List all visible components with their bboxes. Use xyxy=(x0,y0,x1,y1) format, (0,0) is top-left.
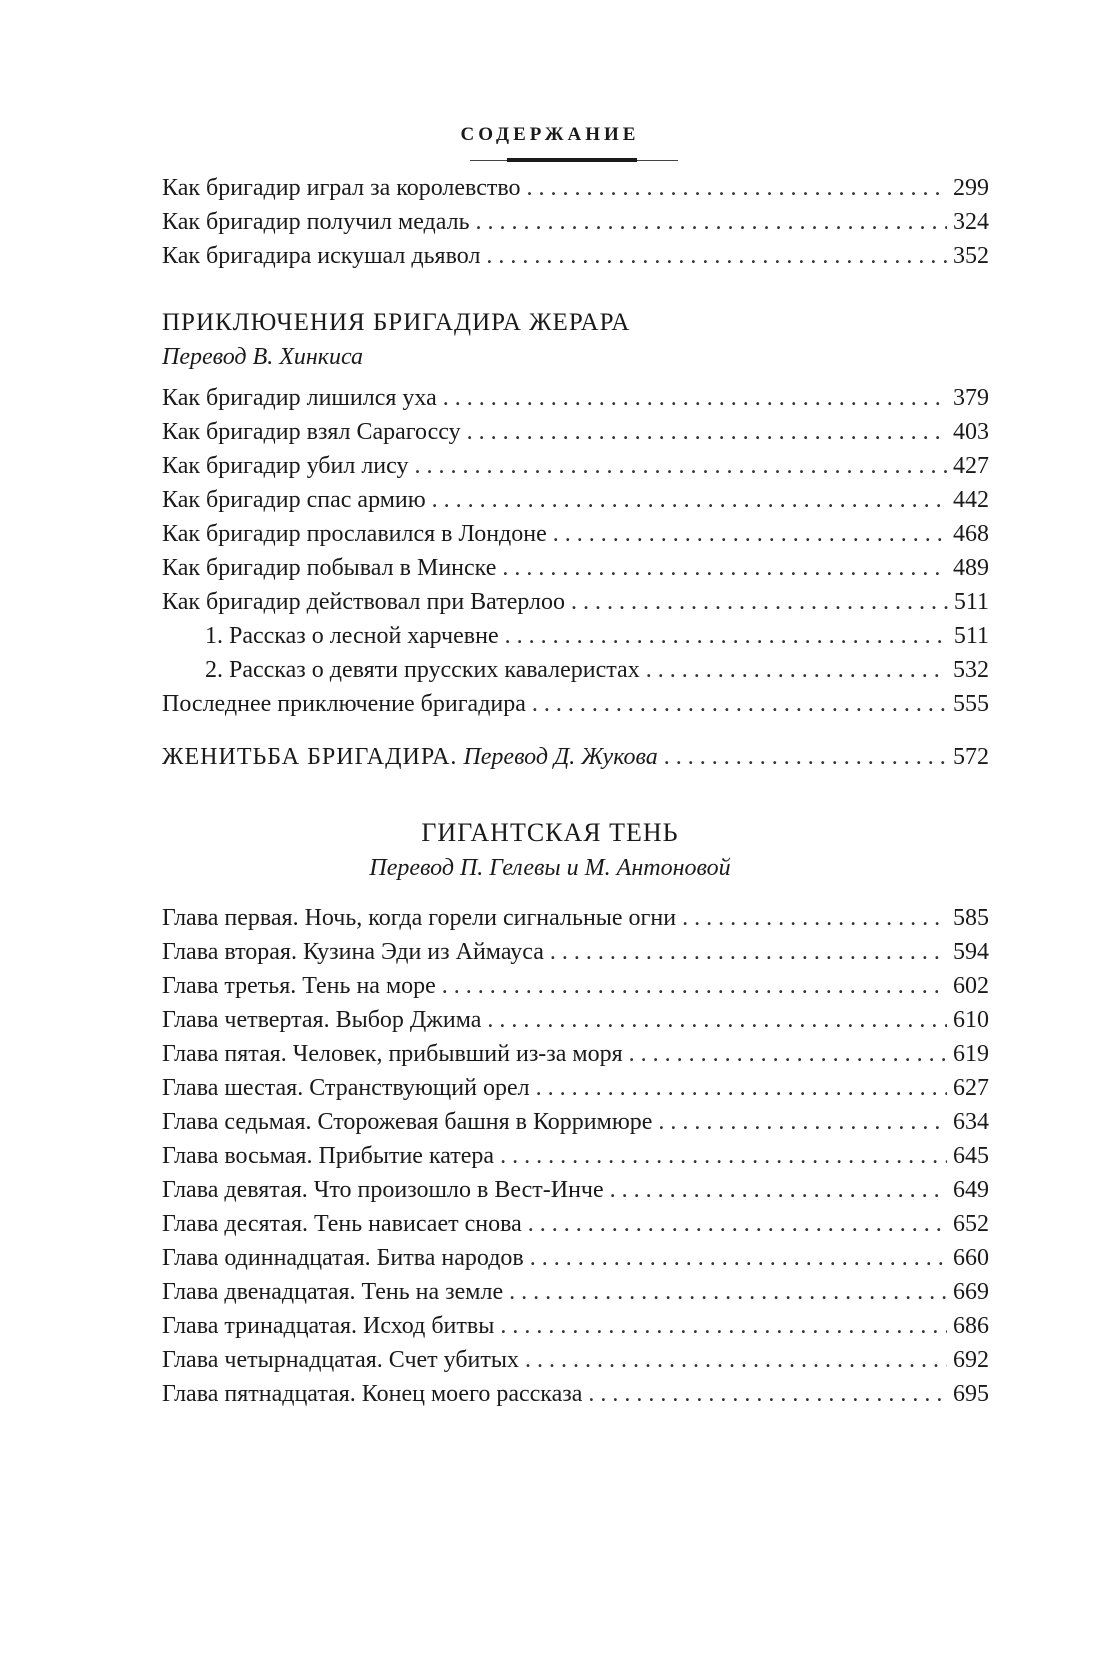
toc-entry-page: 379 xyxy=(953,385,989,411)
dot-leader xyxy=(610,1173,947,1207)
toc-entry[interactable] xyxy=(162,935,989,969)
toc-entry-page: 669 xyxy=(953,1279,989,1305)
toc-entry-page: 555 xyxy=(953,691,989,717)
toc-entry[interactable] xyxy=(162,1003,989,1037)
dot-leader xyxy=(536,1071,947,1105)
toc-entry-title: Как бригадир спас армию xyxy=(162,487,426,513)
toc-entry-marriage[interactable] xyxy=(162,740,989,774)
toc-entry-page: 594 xyxy=(953,939,989,965)
marriage-translator: Перевод Д. Жукова xyxy=(463,744,658,770)
toc-entry[interactable] xyxy=(162,1275,989,1309)
toc-entry[interactable] xyxy=(162,381,989,415)
toc-entry-page: 511 xyxy=(953,589,989,615)
dot-leader xyxy=(476,205,947,239)
toc-entry[interactable] xyxy=(162,901,989,935)
toc-entry-title: Как бригадир взял Сарагоссу xyxy=(162,419,461,445)
toc-entry-title: Глава девятая. Что произошло в Вест-Инче xyxy=(162,1177,604,1203)
toc-entry-title: Как бригадир лишился уха xyxy=(162,385,437,411)
toc-entry-title: Как бригадир играл за королевство xyxy=(162,175,521,201)
section-title-adventures: ПРИКЛЮЧЕНИЯ БРИГАДИРА ЖЕРАРА xyxy=(162,309,631,336)
toc-entry-title: Глава восьмая. Прибытие катера xyxy=(162,1143,495,1169)
dot-leader xyxy=(486,239,947,273)
toc-entry-title: Глава третья. Тень на море xyxy=(162,973,436,999)
toc-entry-page: 299 xyxy=(953,175,989,201)
toc-subentry[interactable] xyxy=(205,653,989,687)
toc-entry[interactable] xyxy=(162,415,989,449)
toc-entry-page: 649 xyxy=(953,1177,989,1203)
toc-entry-title: Глава пятая. Человек, прибывший из-за моря xyxy=(162,1041,623,1067)
toc-entry[interactable] xyxy=(162,1071,989,1105)
toc-entry-page: 511 xyxy=(953,623,989,649)
section-translator-adventures: Перевод В. Хинкиса xyxy=(162,344,364,370)
toc-entry-title: Глава первая. Ночь, когда горели сигнальные огни xyxy=(162,905,677,931)
toc-entry-page: 686 xyxy=(953,1313,989,1339)
toc-entry-title: Последнее приключение бригадира xyxy=(162,691,526,717)
toc-entry-page: 468 xyxy=(953,521,989,547)
toc-entry[interactable] xyxy=(162,205,989,239)
dot-leader xyxy=(553,517,947,551)
toc-entry-page: 627 xyxy=(953,1075,989,1101)
toc-entry[interactable] xyxy=(162,1173,989,1207)
dot-leader xyxy=(502,551,947,585)
toc-entry[interactable] xyxy=(162,585,989,619)
dot-leader xyxy=(432,483,947,517)
dot-leader xyxy=(500,1309,947,1343)
dot-leader xyxy=(443,381,947,415)
dot-leader xyxy=(414,449,947,483)
header-rule-thick xyxy=(507,158,637,162)
toc-entry[interactable] xyxy=(162,551,989,585)
toc-entry[interactable] xyxy=(162,483,989,517)
toc-entry[interactable] xyxy=(162,1037,989,1071)
dot-leader xyxy=(532,687,947,721)
toc-entry[interactable] xyxy=(162,517,989,551)
toc-entry-title: Как бригадир действовал при Ватерлоо xyxy=(162,589,566,615)
toc-entry-title: Глава тринадцатая. Исход битвы xyxy=(162,1313,495,1339)
toc-entry-title: Глава пятнадцатая. Конец моего рассказа xyxy=(162,1381,583,1407)
toc-entry[interactable] xyxy=(162,171,989,205)
toc-entry-title: Как бригадир убил лису xyxy=(162,453,409,479)
dot-leader xyxy=(571,585,948,619)
toc-subentry[interactable] xyxy=(205,619,989,653)
dot-leader xyxy=(629,1037,947,1071)
dot-leader xyxy=(505,619,948,653)
dot-leader xyxy=(525,1343,947,1377)
toc-entry-title: Глава шестая. Странствующий орел xyxy=(162,1075,530,1101)
toc-entry-page: 403 xyxy=(953,419,989,445)
dot-leader xyxy=(682,901,947,935)
toc-entry-page: 585 xyxy=(953,905,989,931)
toc-entry-title: Глава седьмая. Сторожевая башня в Корримюре xyxy=(162,1109,653,1135)
toc-entry-title: Глава десятая. Тень нависает снова xyxy=(162,1211,522,1237)
toc-entry[interactable] xyxy=(162,449,989,483)
toc-entry-title: Глава четвертая. Выбор Джима xyxy=(162,1007,482,1033)
toc-entry-title: Глава одиннадцатая. Битва народов xyxy=(162,1245,524,1271)
toc-entry-page: 645 xyxy=(953,1143,989,1169)
toc-entry[interactable] xyxy=(162,969,989,1003)
dot-leader xyxy=(664,740,947,774)
dot-leader xyxy=(528,1207,947,1241)
marriage-title: ЖЕНИТЬБА БРИГАДИРА. xyxy=(162,744,458,770)
toc-entry-title: Глава вторая. Кузина Эди из Аймауса xyxy=(162,939,544,965)
dot-leader xyxy=(588,1377,947,1411)
toc-entry-title xyxy=(162,740,658,774)
toc-entry-title: Глава двенадцатая. Тень на земле xyxy=(162,1279,504,1305)
toc-entry[interactable] xyxy=(162,1343,989,1377)
dot-leader xyxy=(509,1275,947,1309)
toc-entry-title: Как бригадир побывал в Минске xyxy=(162,555,497,581)
toc-entry-page: 352 xyxy=(953,243,989,269)
toc-entry-title: 2. Рассказ о девяти прусских кавалеристах xyxy=(205,657,640,683)
dot-leader xyxy=(646,653,947,687)
dot-leader xyxy=(487,1003,947,1037)
toc-entry[interactable] xyxy=(162,1241,989,1275)
toc-entry-page: 489 xyxy=(953,555,989,581)
toc-entry[interactable] xyxy=(162,1139,989,1173)
toc-entry-page: 532 xyxy=(953,657,989,683)
dot-leader xyxy=(550,935,947,969)
toc-entry-title: Как бригадир получил медаль xyxy=(162,209,470,235)
running-header: СОДЕРЖАНИЕ xyxy=(460,124,640,145)
toc-entry-page: 634 xyxy=(953,1109,989,1135)
toc-entry-page: 427 xyxy=(953,453,989,479)
dot-leader xyxy=(658,1105,947,1139)
section-title-shadow: ГИГАНТСКАЯ ТЕНЬ xyxy=(421,818,679,847)
toc-entry-page: 324 xyxy=(953,209,989,235)
dot-leader xyxy=(467,415,947,449)
dot-leader xyxy=(527,171,947,205)
toc-entry[interactable] xyxy=(162,239,989,273)
toc-entry-page: 602 xyxy=(953,973,989,999)
toc-entry-page: 692 xyxy=(953,1347,989,1373)
toc-entry[interactable] xyxy=(162,687,989,721)
toc-entry-title: Как бригадира искушал дьявол xyxy=(162,243,481,269)
toc-entry-title: Глава четырнадцатая. Счет убитых xyxy=(162,1347,520,1373)
toc-entry[interactable] xyxy=(162,1105,989,1139)
toc-entry-title: Как бригадир прославился в Лондоне xyxy=(162,521,547,547)
section-translator-shadow: Перевод П. Гелевы и М. Антоновой xyxy=(369,855,731,881)
dot-leader xyxy=(530,1241,947,1275)
toc-entry-page: 652 xyxy=(953,1211,989,1237)
toc-entry-page: 610 xyxy=(953,1007,989,1033)
toc-entry-page: 619 xyxy=(953,1041,989,1067)
dot-leader xyxy=(500,1139,947,1173)
toc-entry-page: 660 xyxy=(953,1245,989,1271)
toc-entry[interactable] xyxy=(162,1207,989,1241)
toc-entry-page: 695 xyxy=(953,1381,989,1407)
toc-entry-page: 572 xyxy=(953,744,989,770)
toc-entry[interactable] xyxy=(162,1309,989,1343)
toc-entry[interactable] xyxy=(162,1377,989,1411)
toc-entry-title: 1. Рассказ о лесной харчевне xyxy=(205,623,499,649)
dot-leader xyxy=(442,969,947,1003)
toc-entry-page: 442 xyxy=(953,487,989,513)
